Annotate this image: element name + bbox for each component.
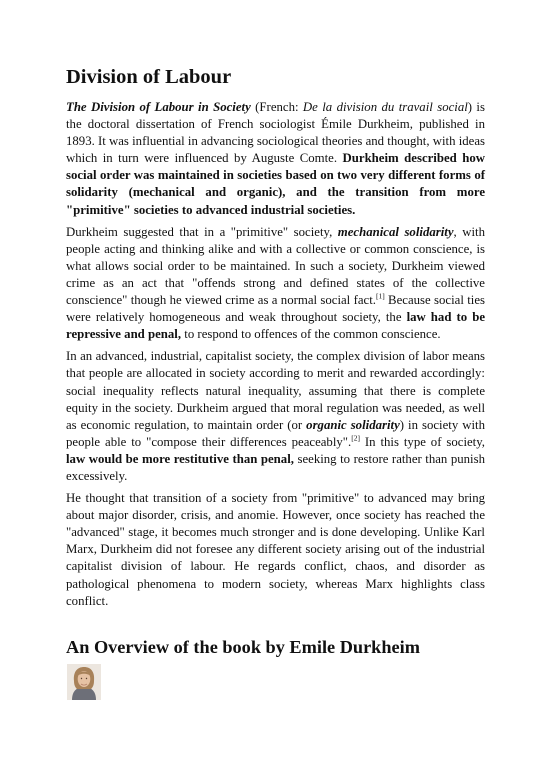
key-point-solidarity: Durkheim described how social order was maintained in societies based on two very different forms of solidarity (mechanical and organic), and the transition from more "primitive" societies to advanced industrial societies. [66,151,485,217]
section-heading: An Overview of the book by Emile Durkheim [66,637,420,657]
paragraph-mechanical: Durkheim suggested that in a "primitive" society, mechanical solidarity, with people acting and thinking alike and with a collective or common conscience, is what allows social order to be maintained. In such a society, Durkheim viewed crime as an act that "offends strong and defined states of the collective conscience" though he viewed crime as a normal social fact.[1] Because social ties were relatively homogeneous and weak throughout society, the law had to be repressive and penal, to respond to offences of the common conscience. [66,224,485,342]
key-point-restitutive-law: law would be more restitutive than penal, [66,451,294,466]
reference-2[interactable]: [2] [351,433,360,443]
term-organic-solidarity: organic solidarity [306,417,400,432]
paragraph-intro: The Division of Labour in Society (French: De la division du travail social) is the doctoral dissertation of French sociologist Émile Durkheim, published in 1893. It was influential in advancing sociological theories and thought, with ideas which in turn were influenced by Auguste Comte. Durkheim described how social order was maintained in societies based on two very different forms of solidarity (mechanical and organic), and the transition from more "primitive" societies to advanced industrial societies. [66,100,486,217]
paragraph-transition: He thought that transition of a society from "primitive" to advanced may bring about major disorder, crisis, and anomie. However, once society has reached the "advanced" stage, it becomes much stronger and is done developing. Unlike Karl Marx, Durkheim did not foresee any different society arising out of the industrial capitalist division of labour. He regards conflict, chaos, and disorder as pathological phenomena to modern society, whereas Marx highlights class conflict. [66,491,485,608]
key-point-repressive-law: law had to be repressive and penal, [66,310,485,342]
avatar-portrait-icon [67,664,101,700]
article [66,64,485,615]
paragraph-organic: In an advanced, industrial, capitalist society, the complex division of labor means that people are allocated in society according to merit and rewarded accordingly: social inequality reflects natural inequality, assuming that there is complete equity in the society. Durkheim argued that moral regulation was needed, as well as economic regulation, to maintain order (or organic solidarity) in society with people able to "compose their differences peaceably".[2] In this type of society, law would be more restitutive than penal, seeking to restore rather than punish excessively. [66,349,486,483]
french-title: De la division du travail social [302,100,468,114]
reference-1[interactable]: [1] [375,291,385,301]
term-mechanical-solidarity: mechanical solidarity [337,224,454,239]
author-avatar [67,664,101,700]
book-title: The Division of Labour in Society [66,100,251,114]
page-title: Division of Labour [66,66,232,88]
